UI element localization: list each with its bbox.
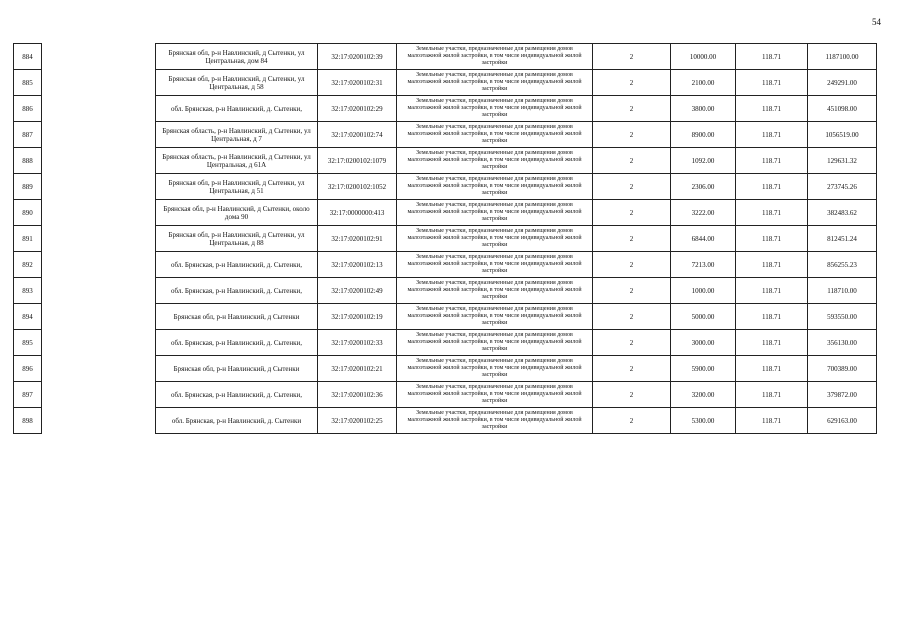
table-row bbox=[14, 200, 42, 226]
rate-cell: 118.71 bbox=[736, 200, 808, 226]
land-use-cell: Земельные участки, предназначенные для размещения домов малоэтажной жилой застройки, в том числе индивидуальной жилой застройки bbox=[397, 148, 593, 174]
cadastral-number-cell: 32:17:0200102:49 bbox=[318, 278, 397, 304]
area-cell: 8900.00 bbox=[671, 122, 736, 148]
table-row bbox=[156, 382, 877, 408]
cadastral-value-cell: 1056519.00 bbox=[808, 122, 877, 148]
area-cell: 1000.00 bbox=[671, 278, 736, 304]
area-cell: 5000.00 bbox=[671, 304, 736, 330]
cadastral-number-cell: 32:17:0200102:91 bbox=[318, 226, 397, 252]
land-use-cell: Земельные участки, предназначенные для размещения домов малоэтажной жилой застройки, в том числе индивидуальной жилой застройки bbox=[397, 122, 593, 148]
cadastral-number-cell: 32:17:0200102:29 bbox=[318, 96, 397, 122]
table-row bbox=[156, 70, 877, 96]
land-plots-table bbox=[155, 43, 877, 434]
group-cell: 2 bbox=[593, 304, 671, 330]
page-number: 54 bbox=[872, 17, 881, 27]
group-cell: 2 bbox=[593, 356, 671, 382]
table-row bbox=[14, 122, 42, 148]
row-number-cell: 896 bbox=[14, 356, 42, 382]
table-row bbox=[156, 330, 877, 356]
cadastral-value-cell: 356130.00 bbox=[808, 330, 877, 356]
area-cell: 5900.00 bbox=[671, 356, 736, 382]
cadastral-value-cell: 629163.00 bbox=[808, 408, 877, 434]
cadastral-number-cell: 32:17:0200102:19 bbox=[318, 304, 397, 330]
rate-cell: 118.71 bbox=[736, 356, 808, 382]
rate-cell: 118.71 bbox=[736, 122, 808, 148]
group-cell: 2 bbox=[593, 408, 671, 434]
land-use-cell: Земельные участки, предназначенные для размещения домов малоэтажной жилой застройки, в том числе индивидуальной жилой застройки bbox=[397, 44, 593, 70]
table-row bbox=[156, 174, 877, 200]
rate-cell: 118.71 bbox=[736, 226, 808, 252]
land-use-cell: Земельные участки, предназначенные для размещения домов малоэтажной жилой застройки, в том числе индивидуальной жилой застройки bbox=[397, 382, 593, 408]
row-number-cell: 886 bbox=[14, 96, 42, 122]
table-row bbox=[14, 330, 42, 356]
row-number-cell: 892 bbox=[14, 252, 42, 278]
rate-cell: 118.71 bbox=[736, 278, 808, 304]
table-row bbox=[156, 304, 877, 330]
cadastral-number-cell: 32:17:0200102:74 bbox=[318, 122, 397, 148]
area-cell: 5300.00 bbox=[671, 408, 736, 434]
table-row bbox=[14, 44, 42, 70]
cadastral-value-cell: 451098.00 bbox=[808, 96, 877, 122]
table-row bbox=[14, 174, 42, 200]
rate-cell: 118.71 bbox=[736, 44, 808, 70]
cadastral-value-cell: 379872.00 bbox=[808, 382, 877, 408]
rate-cell: 118.71 bbox=[736, 70, 808, 96]
table-row bbox=[156, 200, 877, 226]
group-cell: 2 bbox=[593, 70, 671, 96]
land-use-cell: Земельные участки, предназначенные для размещения домов малоэтажной жилой застройки, в том числе индивидуальной жилой застройки bbox=[397, 278, 593, 304]
table-row bbox=[156, 44, 877, 70]
row-number-cell: 893 bbox=[14, 278, 42, 304]
table-row bbox=[156, 356, 877, 382]
table-row bbox=[156, 96, 877, 122]
area-cell: 3000.00 bbox=[671, 330, 736, 356]
address-cell: Брянская обл, р-н Навлинский, д Сытенки, ул Центральная, дом 84 bbox=[156, 44, 318, 70]
address-cell: обл. Брянская, р-н Навлинский, д. Сытенки, bbox=[156, 382, 318, 408]
group-cell: 2 bbox=[593, 122, 671, 148]
cadastral-value-cell: 856255.23 bbox=[808, 252, 877, 278]
area-cell: 6844.00 bbox=[671, 226, 736, 252]
row-number-cell: 894 bbox=[14, 304, 42, 330]
address-cell: Брянская область, р-н Навлинский, д Сытенки, ул Центральная, д 61А bbox=[156, 148, 318, 174]
table-row bbox=[156, 408, 877, 434]
table-row bbox=[156, 148, 877, 174]
land-use-cell: Земельные участки, предназначенные для размещения домов малоэтажной жилой застройки, в том числе индивидуальной жилой застройки bbox=[397, 252, 593, 278]
rate-cell: 118.71 bbox=[736, 382, 808, 408]
cadastral-value-cell: 129631.32 bbox=[808, 148, 877, 174]
rate-cell: 118.71 bbox=[736, 96, 808, 122]
rate-cell: 118.71 bbox=[736, 148, 808, 174]
table-row bbox=[14, 304, 42, 330]
table-row bbox=[14, 70, 42, 96]
cadastral-value-cell: 593550.00 bbox=[808, 304, 877, 330]
cadastral-number-cell: 32:17:0200102:1052 bbox=[318, 174, 397, 200]
table-row bbox=[14, 226, 42, 252]
row-number-cell: 884 bbox=[14, 44, 42, 70]
land-use-cell: Земельные участки, предназначенные для размещения домов малоэтажной жилой застройки, в том числе индивидуальной жилой застройки bbox=[397, 356, 593, 382]
cadastral-number-cell: 32:17:0200102:31 bbox=[318, 70, 397, 96]
table-row bbox=[156, 278, 877, 304]
land-use-cell: Земельные участки, предназначенные для размещения домов малоэтажной жилой застройки, в том числе индивидуальной жилой застройки bbox=[397, 408, 593, 434]
cadastral-value-cell: 700389.00 bbox=[808, 356, 877, 382]
cadastral-number-cell: 32:17:0200102:1079 bbox=[318, 148, 397, 174]
group-cell: 2 bbox=[593, 382, 671, 408]
row-number-table bbox=[13, 43, 42, 434]
group-cell: 2 bbox=[593, 44, 671, 70]
land-use-cell: Земельные участки, предназначенные для размещения домов малоэтажной жилой застройки, в том числе индивидуальной жилой застройки bbox=[397, 330, 593, 356]
address-cell: Брянская обл, р-н Навлинский, д Сытенки bbox=[156, 304, 318, 330]
rate-cell: 118.71 bbox=[736, 408, 808, 434]
row-number-cell: 889 bbox=[14, 174, 42, 200]
table-row bbox=[14, 278, 42, 304]
address-cell: Брянская область, р-н Навлинский, д Сытенки, ул Центральная, д 7 bbox=[156, 122, 318, 148]
address-cell: Брянская обл, р-н Навлинский, д Сытенки, около дома 90 bbox=[156, 200, 318, 226]
cadastral-number-cell: 32:17:0200102:25 bbox=[318, 408, 397, 434]
address-cell: Брянская обл, р-н Навлинский, д Сытенки, ул Центральная, д 88 bbox=[156, 226, 318, 252]
area-cell: 10000.00 bbox=[671, 44, 736, 70]
area-cell: 1092.00 bbox=[671, 148, 736, 174]
cadastral-value-cell: 273745.26 bbox=[808, 174, 877, 200]
row-number-cell: 897 bbox=[14, 382, 42, 408]
cadastral-value-cell: 249291.00 bbox=[808, 70, 877, 96]
address-cell: обл. Брянская, р-н Навлинский, д. Сытенки, bbox=[156, 96, 318, 122]
cadastral-value-cell: 118710.00 bbox=[808, 278, 877, 304]
table-row bbox=[14, 356, 42, 382]
table-row bbox=[14, 148, 42, 174]
row-number-cell: 888 bbox=[14, 148, 42, 174]
table-row bbox=[14, 96, 42, 122]
group-cell: 2 bbox=[593, 330, 671, 356]
group-cell: 2 bbox=[593, 226, 671, 252]
cadastral-number-cell: 32:17:0200102:33 bbox=[318, 330, 397, 356]
address-cell: Брянская обл, р-н Навлинский, д Сытенки, ул Центральная, д 51 bbox=[156, 174, 318, 200]
cadastral-number-cell: 32:17:0200102:13 bbox=[318, 252, 397, 278]
group-cell: 2 bbox=[593, 174, 671, 200]
cadastral-number-cell: 32:17:0200102:36 bbox=[318, 382, 397, 408]
rate-cell: 118.71 bbox=[736, 330, 808, 356]
group-cell: 2 bbox=[593, 200, 671, 226]
address-cell: обл. Брянская, р-н Навлинский, д. Сытенки, bbox=[156, 330, 318, 356]
rate-cell: 118.71 bbox=[736, 304, 808, 330]
cadastral-number-cell: 32:17:0200102:21 bbox=[318, 356, 397, 382]
address-cell: обл. Брянская, р-н Навлинский, д. Сытенки bbox=[156, 408, 318, 434]
area-cell: 3800.00 bbox=[671, 96, 736, 122]
table-row bbox=[14, 382, 42, 408]
table-row bbox=[14, 408, 42, 434]
land-plots-body bbox=[156, 44, 877, 434]
group-cell: 2 bbox=[593, 278, 671, 304]
table-row bbox=[156, 122, 877, 148]
cadastral-value-cell: 382483.62 bbox=[808, 200, 877, 226]
land-use-cell: Земельные участки, предназначенные для размещения домов малоэтажной жилой застройки, в том числе индивидуальной жилой застройки bbox=[397, 304, 593, 330]
address-cell: Брянская обл, р-н Навлинский, д Сытенки bbox=[156, 356, 318, 382]
address-cell: Брянская обл, р-н Навлинский, д Сытенки, ул Центральная, д 58 bbox=[156, 70, 318, 96]
land-use-cell: Земельные участки, предназначенные для размещения домов малоэтажной жилой застройки, в том числе индивидуальной жилой застройки bbox=[397, 96, 593, 122]
area-cell: 7213.00 bbox=[671, 252, 736, 278]
cadastral-number-cell: 32:17:0200102:39 bbox=[318, 44, 397, 70]
row-number-cell: 887 bbox=[14, 122, 42, 148]
land-use-cell: Земельные участки, предназначенные для размещения домов малоэтажной жилой застройки, в том числе индивидуальной жилой застройки bbox=[397, 70, 593, 96]
row-number-cell: 891 bbox=[14, 226, 42, 252]
address-cell: обл. Брянская, р-н Навлинский, д. Сытенки, bbox=[156, 278, 318, 304]
row-number-body bbox=[14, 44, 42, 434]
group-cell: 2 bbox=[593, 148, 671, 174]
area-cell: 3222.00 bbox=[671, 200, 736, 226]
address-cell: обл. Брянская, р-н Навлинский, д. Сытенки, bbox=[156, 252, 318, 278]
land-use-cell: Земельные участки, предназначенные для размещения домов малоэтажной жилой застройки, в том числе индивидуальной жилой застройки bbox=[397, 200, 593, 226]
row-number-cell: 898 bbox=[14, 408, 42, 434]
land-use-cell: Земельные участки, предназначенные для размещения домов малоэтажной жилой застройки, в том числе индивидуальной жилой застройки bbox=[397, 226, 593, 252]
table-row bbox=[14, 252, 42, 278]
row-number-cell: 885 bbox=[14, 70, 42, 96]
group-cell: 2 bbox=[593, 96, 671, 122]
land-use-cell: Земельные участки, предназначенные для размещения домов малоэтажной жилой застройки, в том числе индивидуальной жилой застройки bbox=[397, 174, 593, 200]
area-cell: 3200.00 bbox=[671, 382, 736, 408]
cadastral-number-cell: 32:17:0000000:413 bbox=[318, 200, 397, 226]
area-cell: 2306.00 bbox=[671, 174, 736, 200]
row-number-cell: 890 bbox=[14, 200, 42, 226]
row-number-cell: 895 bbox=[14, 330, 42, 356]
table-row bbox=[156, 226, 877, 252]
area-cell: 2100.00 bbox=[671, 70, 736, 96]
group-cell: 2 bbox=[593, 252, 671, 278]
rate-cell: 118.71 bbox=[736, 174, 808, 200]
rate-cell: 118.71 bbox=[736, 252, 808, 278]
cadastral-value-cell: 812451.24 bbox=[808, 226, 877, 252]
cadastral-value-cell: 1187100.00 bbox=[808, 44, 877, 70]
table-row bbox=[156, 252, 877, 278]
